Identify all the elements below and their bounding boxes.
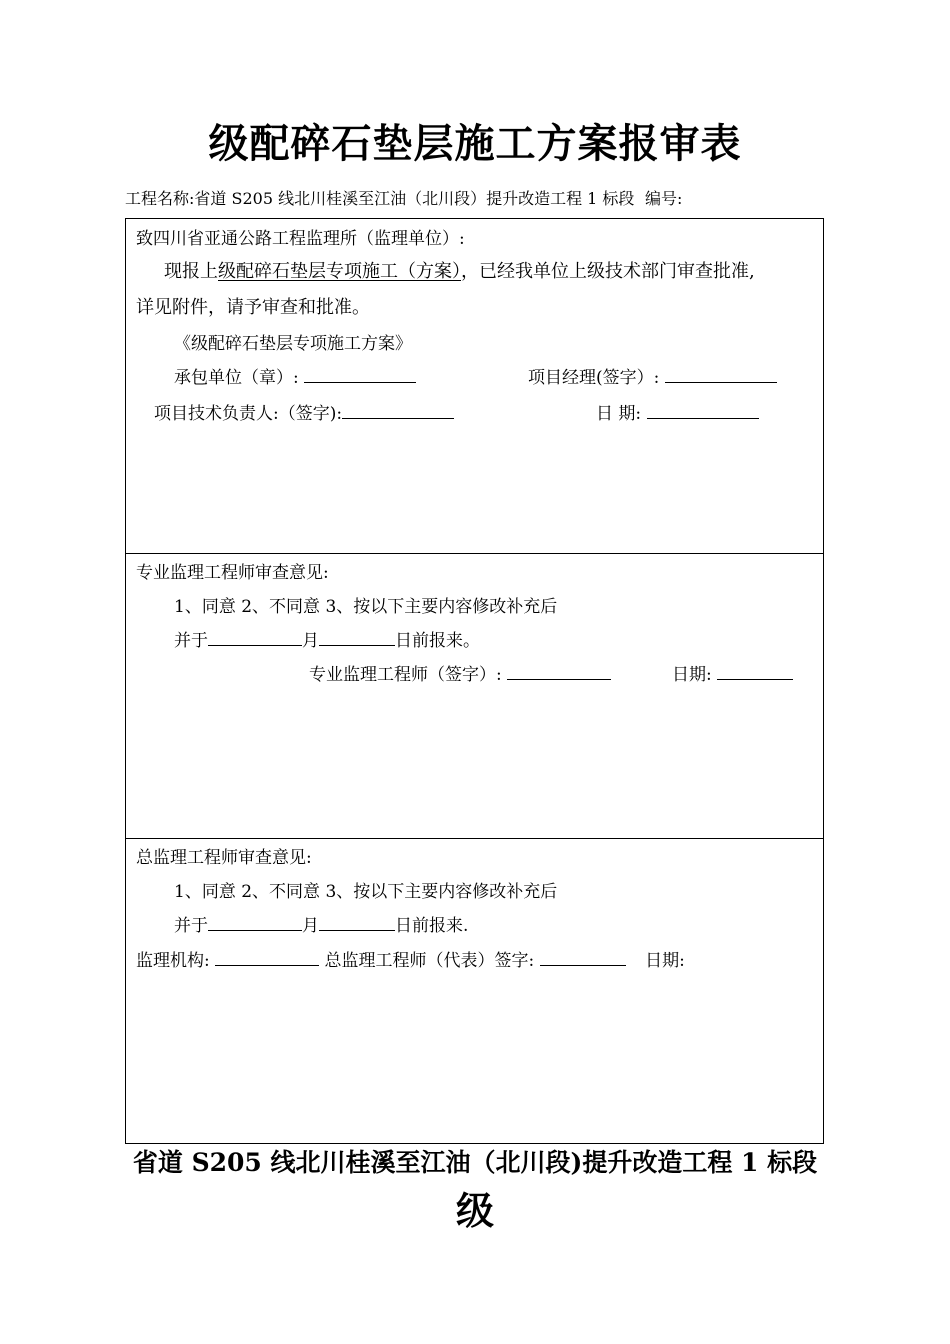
footer-line-1: 省道 S205 线北川桂溪至江油（北川段)提升改造工程 1 标段: [132, 1148, 818, 1177]
chief-review-section: [125, 838, 824, 1144]
specialist-date-line[interactable]: [717, 663, 793, 680]
chief-heading: 总监理工程师审查意见:: [136, 848, 312, 868]
footer-line-2: 级: [455, 1188, 494, 1233]
tech-lead-row: 项目技术负责人:（签字):: [154, 399, 454, 424]
project-label: 工程名称:: [125, 189, 195, 208]
addressee: 致四川省亚通公路工程监理所（监理单位）:: [136, 229, 465, 249]
tech-lead-signature-line[interactable]: [342, 402, 454, 419]
specialist-signature-row: 专业监理工程师（签字）:: [309, 660, 611, 685]
chief-deadline-day-line[interactable]: [319, 914, 395, 931]
specialist-signature-line[interactable]: [507, 663, 611, 680]
specialist-options: 1、同意 2、不同意 3、按以下主要内容修改补充后: [174, 597, 558, 617]
specialist-date-row: 日期:: [672, 660, 793, 685]
submission-statement-cont: 详见附件，请予审查和批准。: [136, 297, 370, 318]
specialist-heading: 专业监理工程师审查意见:: [136, 563, 329, 583]
agency-line[interactable]: [215, 949, 319, 966]
submission-statement: 现报上级配碎石垫层专项施工（方案），已经我单位上级技术部门审查批准,: [164, 261, 755, 282]
chief-options: 1、同意 2、不同意 3、按以下主要内容修改补充后: [174, 882, 558, 902]
chief-signature-row: 监理机构: 总监理工程师（代表）签字: 日期:: [136, 951, 685, 971]
project-name-row: [125, 186, 634, 209]
contractor-seal-row: 承包单位（章）:: [174, 363, 416, 388]
contractor-submission-section: [125, 218, 824, 554]
project-manager-row: 项目经理(签字）:: [528, 363, 777, 388]
chief-deadline-month-line[interactable]: [208, 914, 302, 931]
contractor-seal-line[interactable]: [304, 366, 416, 383]
specialist-deadline-row: 并于 月 日前报来。: [174, 631, 480, 651]
date-row: 日 期:: [596, 399, 759, 424]
deadline-day-line[interactable]: [319, 629, 395, 646]
deadline-month-line[interactable]: [208, 629, 302, 646]
date-line[interactable]: [647, 402, 759, 419]
project-manager-signature-line[interactable]: [665, 366, 777, 383]
attachment-name: 《级配碎石垫层专项施工方案》: [174, 334, 412, 354]
plan-name: 级配碎石垫层专项施工（方案）: [218, 261, 461, 282]
number-label: 编号:: [645, 189, 683, 208]
page-title: 级配碎石垫层施工方案报审表: [208, 120, 742, 167]
chief-signature-line[interactable]: [540, 949, 626, 966]
specialist-review-section: [125, 553, 824, 839]
project-name: 省道 S205 线北川桂溪至江油（北川段）提升改造工程 1 标段: [194, 189, 635, 208]
chief-deadline-row: 并于 月 日前报来.: [174, 916, 469, 936]
